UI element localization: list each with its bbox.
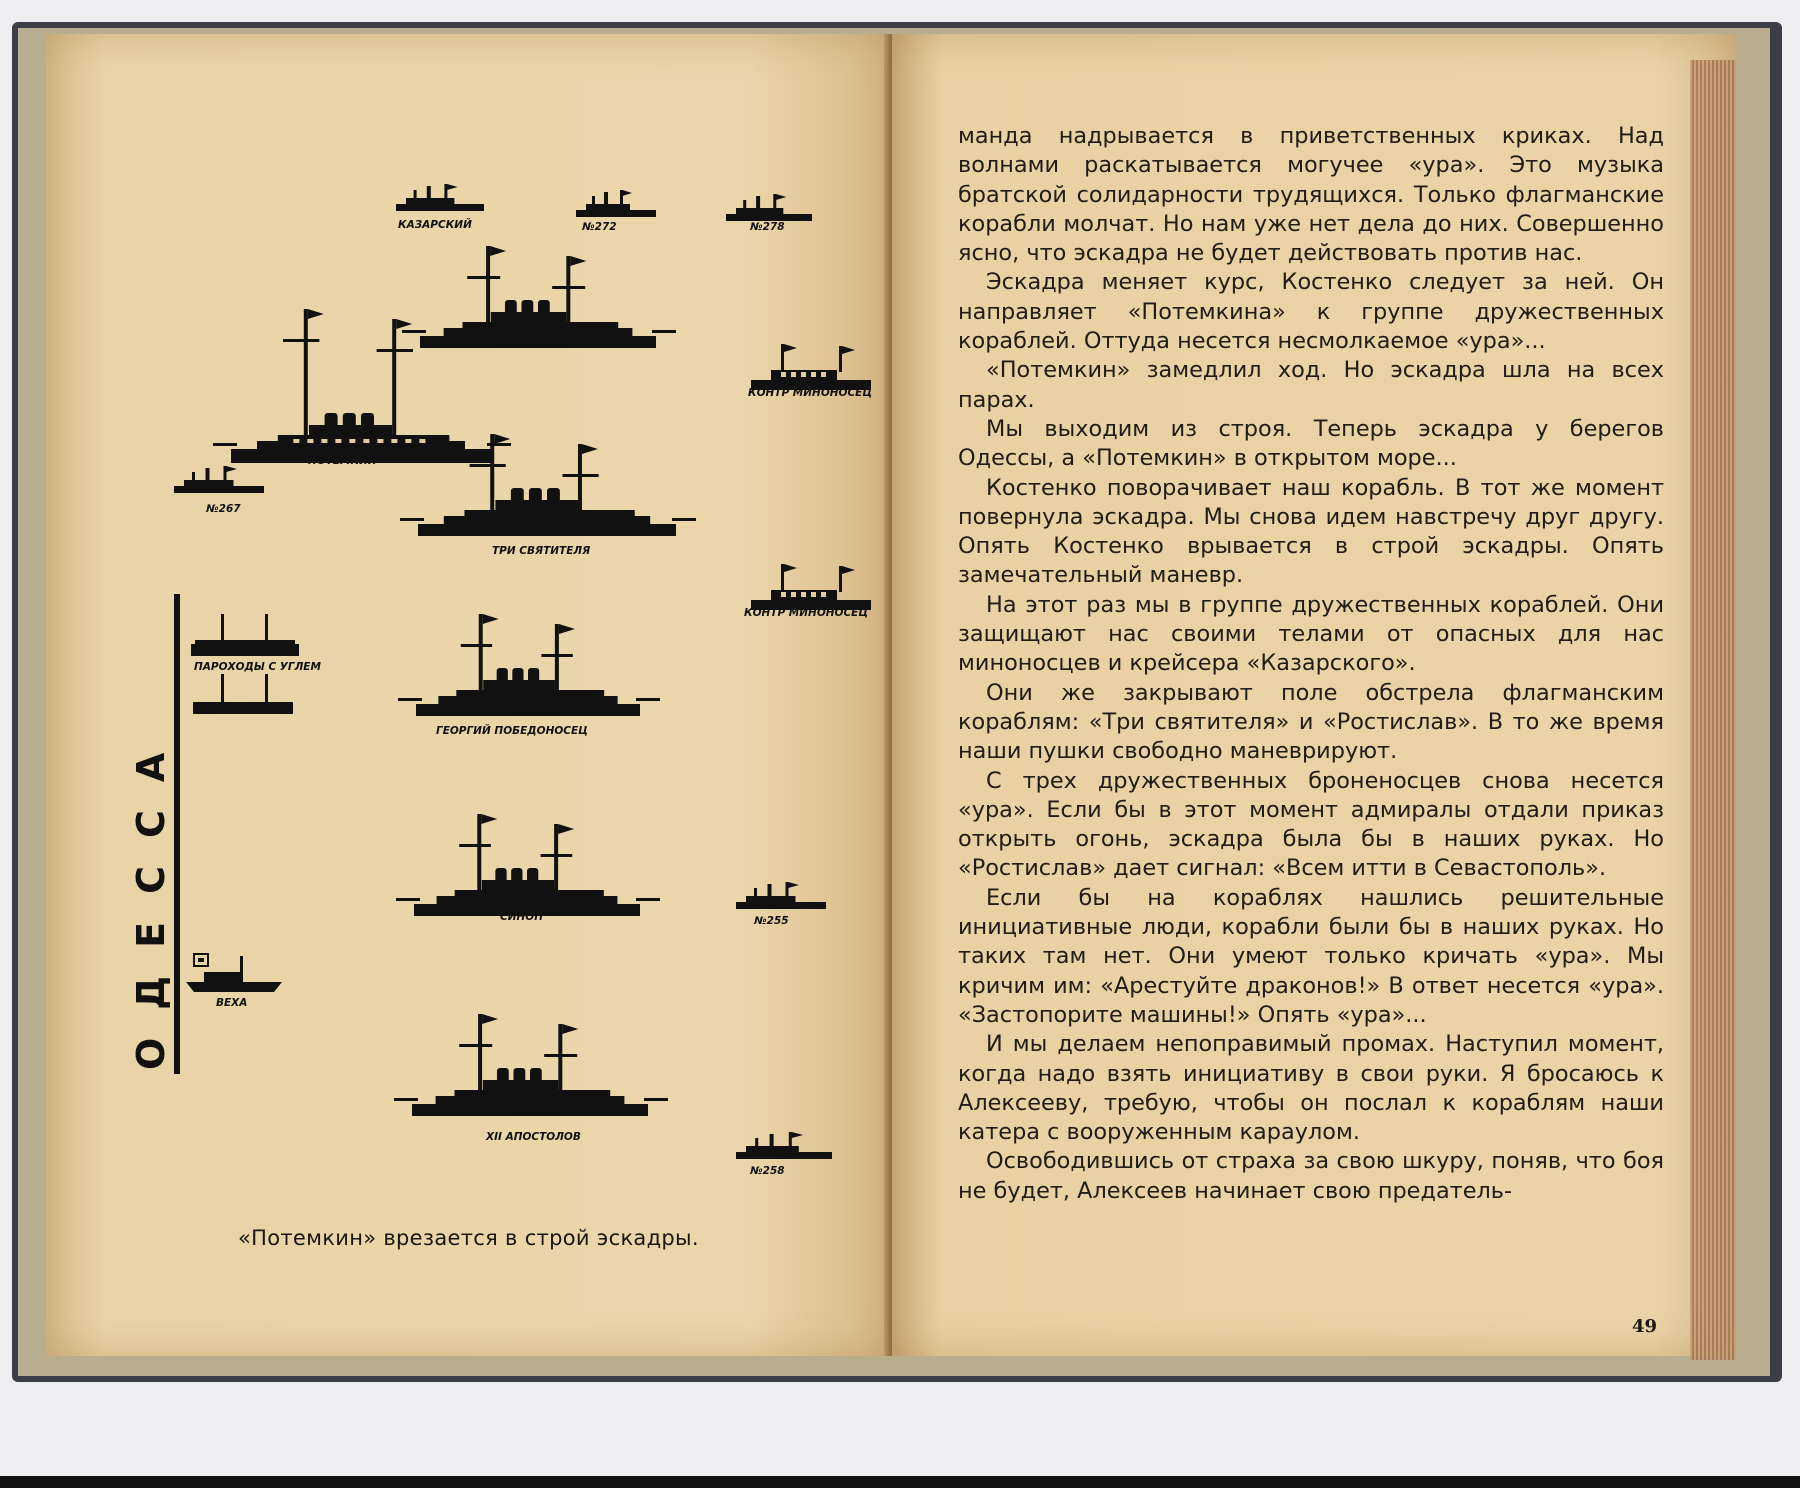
ship-label: ГЕОРГИЙ ПОБЕДОНОСЕЦ [436,725,588,737]
ship-rostislav [402,246,676,351]
paragraph: Освободившись от страха за свою шкуру, поняв, что боя не будет, Алексеев начинает свою предатель- [958,1148,1664,1204]
ship-258 [736,1132,832,1177]
ship-label: КОНТР МИНОНОСЕЦ [744,607,869,619]
ship-272 [576,190,656,233]
ship-veha [186,954,282,1009]
ship-label: №267 [206,503,241,515]
ship-label: РОСТИСЛАВ [496,339,569,351]
page-number: 49 [1632,1316,1658,1337]
odessa-label: ОДЕССА [129,724,173,1070]
page-edges [1690,60,1736,1360]
ship-label: ТРИ СВЯТИТЕЛЯ [492,545,591,557]
ship-label: КАЗАРСКИЙ [398,219,472,231]
odessa-coastline [174,594,180,1074]
paragraph: Мы выходим из строя. Теперь эскадра у берегов Одессы, а «Потемкин» в открытом море... [958,415,1664,472]
paragraph: И мы делаем непоправимый промах. Наступил момент, когда надо взять инициативу в свои руки. Я бросаюсь к Алексееву, требую, чтобы он послал к кораблям наши катера с вооруженным караулом. [958,1031,1664,1146]
ship-xii-apostolov [394,1014,668,1143]
paragraph: На этот раз мы в группе дружественных кораблей. Они защищают нас своими телами от опасных для нас миноносцев и крейсера «Казарского». [958,591,1664,677]
ship-label: №258 [750,1165,785,1177]
ship-coal-steamers [191,614,321,714]
ship-sinop [396,814,660,923]
ship-label: №272 [582,221,617,233]
left-page [46,34,888,1356]
ship-label: ПОТЕМКИН [308,455,377,467]
paragraph: Эскадра меняет курс, Костенко следует за ней. Он направляет «Потемкина» к группе дружественных кораблей. Оттуда несется несмолкаемое «ура»... [958,269,1664,355]
ship-267 [174,466,264,515]
ship-label: ВЕХА [216,997,248,1009]
ship-kazarsky [396,184,484,231]
paragraph: С трех дружественных броненосцев снова несется «ура». Если бы в этот момент адмиралы отдали приказ открыть огонь, эскадра была бы в наших руках. Но «Ростислав» дает сигнал: «Всем итти в Севастополь». [958,767,1664,882]
ship-label: XII АПОСТОЛОВ [486,1131,581,1143]
paragraph: манда надрывается в приветственных криках. Над волнами раскатывается могучее «ура». Это музыка братской солидарности трудящихся. Только флагманские корабли молчат. Но нам уже нет дела до них. Совершенно ясно, что эскадра не будет действовать против нас. [958,123,1664,267]
paragraph: «Потемкин» замедлил ход. Но эскадра шла на всех парах. [958,357,1664,413]
ship-278 [726,194,812,233]
ship-label: СИНОП [500,911,543,923]
paragraph: Если бы на кораблях нашлись решительные инициативные люди, корабли были бы в наших руках. Но таких там нет. Они умеют только кричать «ура». Мы кричим им: «Арестуйте драконов!» В ответ несется «ура». «Застопорите машины!» Опять «ура»... [958,884,1664,1028]
text-column [958,122,1664,1206]
ship-label: ПАРОХОДЫ С УГЛЕМ [194,661,321,673]
squadron-diagram [46,34,888,1356]
right-page [892,34,1736,1356]
ship-georgy [398,614,660,737]
ship-label: №278 [750,221,785,233]
ship-label: КОНТР МИНОНОСЕЦ [748,387,873,399]
ship-label: №255 [754,915,789,927]
scan-bottom-edge [0,1476,1800,1488]
paragraph: Костенко поворачивает наш корабль. В тот же момент повернула эскадра. Мы снова идем навстречу друг другу. Опять Костенко врывается в строй эскадры. Опять замечательный маневр. [958,474,1664,589]
ship-destroyer-2 [744,564,871,619]
paragraph: Они же закрывают поле обстрела флагманским кораблям: «Три святителя» и «Ростислав». В то же время наши пушки свободно маневрируют. [958,679,1664,765]
ship-255 [736,882,826,927]
ship-destroyer-1 [748,344,872,399]
figure-caption: «Потемкин» врезается в строй эскадры. [238,1226,699,1250]
